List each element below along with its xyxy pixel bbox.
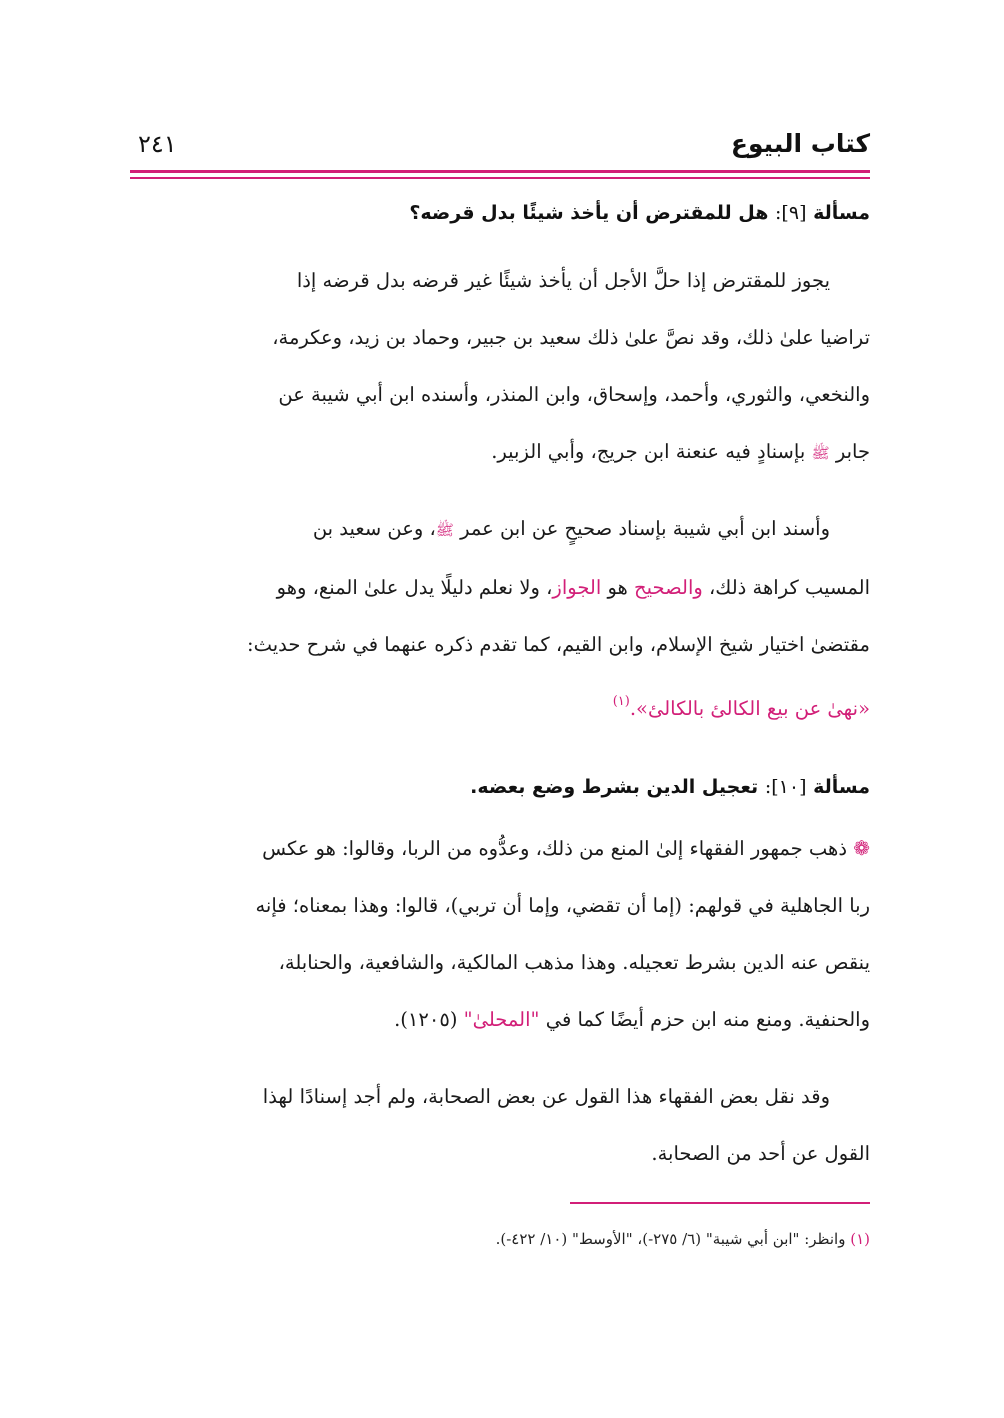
text-line <box>130 616 870 673</box>
issue-number: [١٠]: <box>764 776 807 798</box>
text-line <box>130 673 870 737</box>
text-line <box>130 309 870 366</box>
text-line <box>130 423 870 482</box>
flower-ornament-icon: ❁ <box>853 836 870 860</box>
footnote-text: وانظر: "ابن أبي شيبة" (٦/ ٢٧٥-)، "الأوسط" (١٠/ ٤٢٢-). <box>495 1230 846 1248</box>
text-run: والنخعي، والثوري، وأحمد، وإسحاق، وابن المنذر، وأسنده ابن أبي شيبة عن <box>278 383 870 406</box>
footnote <box>130 1226 870 1252</box>
text-line <box>130 820 870 877</box>
text-line <box>130 500 870 559</box>
page-number: ٢٤١ <box>138 130 177 158</box>
text-run: مقتضىٰ اختيار شيخ الإسلام، وابن القيم، كما تقدم ذكره عنهما في شرح حديث: <box>247 633 870 656</box>
text-run: والحنفية. ومنع منه ابن حزم أيضًا كما في <box>545 1008 870 1031</box>
text-line <box>130 934 870 991</box>
text-run: ينقص عنه الدين بشرط تعجيله. وهذا مذهب المالكية، والشافعية، والحنابلة، <box>278 951 870 974</box>
text-line <box>130 252 870 309</box>
text-line <box>130 877 870 934</box>
footnote-divider <box>570 1202 870 1204</box>
text-run: جابر <box>835 440 870 463</box>
highlight-correct: والصحيح <box>634 576 703 599</box>
paragraph-1 <box>130 252 870 482</box>
text-run: ذهب جمهور الفقهاء إلىٰ المنع من ذلك، وعدُّوه من الربا، وقالوا: هو عكس <box>262 837 848 860</box>
text-run: بإسنادٍ فيه عنعنة ابن جريج، وأبي الزبير. <box>491 440 806 463</box>
paragraph-2 <box>130 500 870 737</box>
text-run: وأسند ابن أبي شيبة بإسناد صحيحٍ عن ابن عمر <box>460 517 830 540</box>
text-line <box>130 1068 870 1125</box>
text-run: ربا الجاهلية في قولهم: (إما أن تقضي، وإما أن تربي)، قالوا: وهذا بمعناه؛ فإنه <box>255 894 870 917</box>
issue-10-heading <box>130 772 870 802</box>
text-line <box>130 559 870 616</box>
footnote-reference[interactable]: (١) <box>612 694 630 709</box>
text-run: هو <box>607 576 628 599</box>
book-title: كتاب البيوع <box>730 129 870 158</box>
honorific-glyph: ﷺ <box>435 521 454 539</box>
paragraph-4 <box>130 1068 870 1182</box>
issue-label: مسألة <box>813 202 870 224</box>
text-line <box>130 1125 870 1182</box>
issue-number: [٩]: <box>775 202 807 224</box>
text-line <box>130 366 870 423</box>
book-page <box>130 0 870 1418</box>
header-rule-thick <box>130 170 870 173</box>
book-reference: "المحلىٰ" <box>463 1008 540 1031</box>
text-run: المسيب كراهة ذلك، <box>708 576 870 599</box>
text-run: وقد نقل بعض الفقهاء هذا القول عن بعض الصحابة، ولم أجد إسنادًا لهذا <box>262 1085 830 1108</box>
running-header <box>130 126 870 166</box>
hadith-quote: «نهىٰ عن بيع الكالئ بالكالئ». <box>629 697 870 720</box>
text-line <box>130 991 870 1048</box>
issue-label: مسألة <box>813 776 870 798</box>
footnote-number: (١) <box>850 1230 870 1248</box>
issue-title: تعجيل الدين بشرط وضع بعضه. <box>470 776 759 798</box>
text-run: ، ولا نعلم دليلًا يدل علىٰ المنع، وهو <box>276 576 553 599</box>
issue-9-heading <box>130 198 870 228</box>
text-run: ، وعن سعيد بن <box>312 517 436 540</box>
text-run: يجوز للمقترض إذا حلَّ الأجل أن يأخذ شيئًا غير قرضه بدل قرضه إذا <box>296 269 830 292</box>
text-run: القول عن أحد من الصحابة. <box>651 1142 870 1165</box>
honorific-glyph: ﷺ <box>811 444 830 462</box>
text-run: (١٢٠٥). <box>394 1008 458 1031</box>
highlight-permissible: الجواز <box>552 576 602 599</box>
header-rule-thin <box>130 177 870 179</box>
paragraph-3 <box>130 820 870 1048</box>
text-run: تراضيا علىٰ ذلك، وقد نصَّ علىٰ ذلك سعيد بن جبير، وحماد بن زيد، وعكرمة، <box>272 326 870 349</box>
issue-title: هل للمقترض أن يأخذ شيئًا بدل قرضه؟ <box>409 202 769 224</box>
